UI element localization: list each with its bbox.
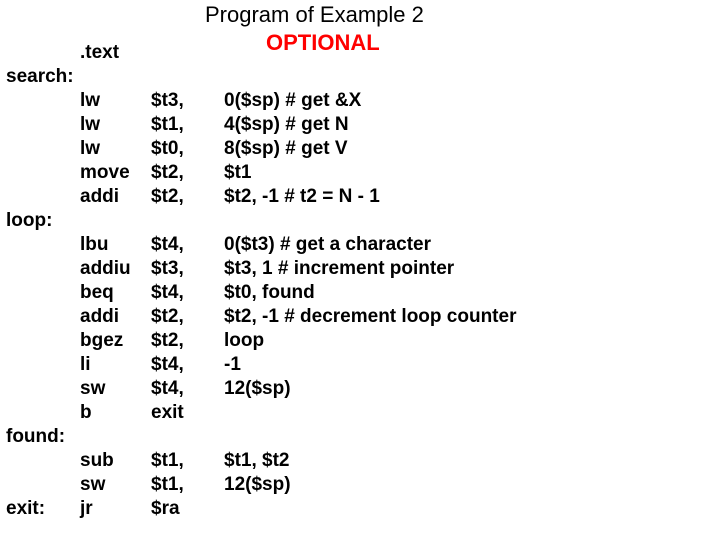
operand-register: $t2,	[151, 330, 184, 351]
operand-register: $t3,	[151, 90, 184, 111]
opcode: li	[80, 354, 91, 375]
slide-title: Program of Example 2	[205, 2, 424, 27]
operands-comment: 4($sp) # get N	[224, 114, 349, 135]
operand-register: $t4,	[151, 234, 184, 255]
operands-comment: 12($sp)	[224, 474, 291, 495]
operands-comment: 0($sp) # get &X	[224, 90, 362, 111]
operands-comment: 8($sp) # get V	[224, 138, 348, 159]
opcode: b	[80, 402, 92, 423]
operands-comment: $t3, 1 # increment pointer	[224, 258, 455, 279]
optional-label: OPTIONAL	[266, 30, 380, 55]
operand-register: $t4,	[151, 282, 184, 303]
operands-comment: $t1	[224, 162, 252, 183]
operands-comment: $t2, -1 # t2 = N - 1	[224, 186, 380, 207]
operand-register: $ra	[151, 498, 180, 519]
operand-register: $t1,	[151, 474, 184, 495]
code-label: loop:	[6, 210, 53, 231]
operands-comment: 12($sp)	[224, 378, 291, 399]
operand-register: $t0,	[151, 138, 184, 159]
opcode: lw	[80, 90, 101, 111]
opcode: sub	[80, 450, 114, 471]
opcode: jr	[80, 498, 93, 519]
operand-register: $t4,	[151, 378, 184, 399]
opcode: beq	[80, 282, 114, 303]
operand-register: $t4,	[151, 354, 184, 375]
operands-comment: $t1, $t2	[224, 450, 290, 471]
operands-comment: loop	[224, 330, 265, 351]
opcode: lw	[80, 138, 101, 159]
opcode: sw	[80, 378, 106, 399]
operand-register: $t2,	[151, 306, 184, 327]
opcode: addi	[80, 186, 120, 207]
operands-comment: -1	[224, 354, 241, 375]
code-label: exit:	[6, 498, 46, 519]
operand-register: $t2,	[151, 186, 184, 207]
operand-register: exit	[151, 402, 184, 423]
opcode: sw	[80, 474, 106, 495]
operand-register: $t3,	[151, 258, 184, 279]
code-label: search:	[6, 66, 74, 87]
opcode: lw	[80, 114, 101, 135]
opcode: move	[80, 162, 130, 183]
operands-comment: $t2, -1 # decrement loop counter	[224, 306, 517, 327]
text-directive: .text	[80, 42, 120, 63]
operands-comment: $t0, found	[224, 282, 315, 303]
opcode: lbu	[80, 234, 109, 255]
opcode: bgez	[80, 330, 124, 351]
operand-register: $t2,	[151, 162, 184, 183]
code-label: found:	[6, 426, 66, 447]
opcode: addiu	[80, 258, 131, 279]
operand-register: $t1,	[151, 114, 184, 135]
opcode: addi	[80, 306, 120, 327]
operand-register: $t1,	[151, 450, 184, 471]
operands-comment: 0($t3) # get a character	[224, 234, 431, 255]
